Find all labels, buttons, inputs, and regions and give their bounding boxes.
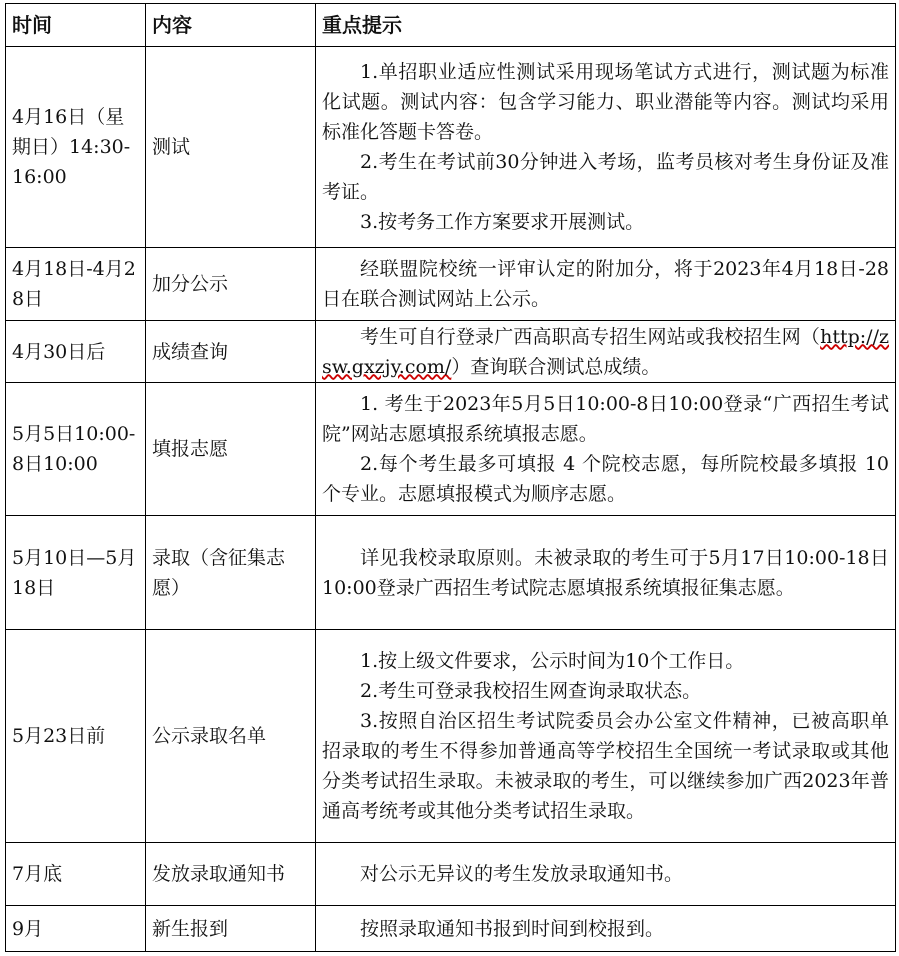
content-cell: 加分公示 [146, 248, 316, 321]
content-cell: 新生报到 [146, 906, 316, 952]
table-row [6, 630, 896, 843]
time-cell: 4月18日-4月28日 [6, 248, 146, 321]
tips-cell [316, 321, 896, 383]
tip-line: 1. 考生于2023年5月5日10:00-8日10:00登录“广西招生考试院”网站志愿填报系统填报志愿。 [322, 393, 889, 445]
table-row [6, 383, 896, 516]
tip-line: 1.单招职业适应性测试采用现场笔试方式进行，测试题为标准化试题。测试内容：包含学习能力、职业潜能等内容。测试均采用标准化答题卡答卷。 [322, 61, 889, 143]
header-row [6, 4, 896, 47]
tip-line: 3.按考务工作方案要求开展测试。 [360, 211, 645, 233]
tips-cell [316, 383, 896, 516]
content-cell: 公示录取名单 [146, 630, 316, 843]
tip-line [322, 322, 889, 382]
tips-cell [316, 248, 896, 321]
time-cell: 4月16日（星期日）14:30-16:00 [6, 47, 146, 248]
header-tips: 重点提示 [316, 4, 896, 47]
school-site-link[interactable]: http://zsw.gxzjy.com/ [322, 325, 889, 378]
tips-cell [316, 47, 896, 248]
time-cell: 5月10日—5月18日 [6, 516, 146, 630]
time-cell: 9月 [6, 906, 146, 952]
content-cell: 成绩查询 [146, 321, 316, 383]
tip-line: 对公示无异议的考生发放录取通知书。 [360, 863, 684, 885]
tip-line: 2.考生可登录我校招生网查询录取状态。 [360, 680, 702, 702]
table-row [6, 906, 896, 952]
schedule-table [5, 3, 896, 952]
time-cell: 7月底 [6, 843, 146, 906]
table-row [6, 843, 896, 906]
tips-cell [316, 630, 896, 843]
content-cell: 测试 [146, 47, 316, 248]
tip-text-post: ）查询联合测试总成绩。 [451, 355, 661, 378]
content-cell: 录取（含征集志愿） [146, 516, 316, 630]
header-content: 内容 [146, 4, 316, 47]
tip-line: 经联盟院校统一评审认定的附加分，将于2023年4月18日-28日在联合测试网站上公示。 [322, 258, 889, 310]
time-cell: 5月5日10:00-8日10:00 [6, 383, 146, 516]
table-row [6, 248, 896, 321]
tip-line: 1.按上级文件要求，公示时间为10个工作日。 [360, 650, 745, 672]
tip-line: 2.每个考生最多可填报 4 个院校志愿，每所院校最多填报 10 个专业。志愿填报模式为顺序志愿。 [322, 453, 889, 505]
tip-line: 详见我校录取原则。未被录取的考生可于5月17日10:00-18日10:00登录广西招生考试院志愿填报系统填报征集志愿。 [322, 546, 889, 599]
table-row [6, 321, 896, 383]
time-cell: 4月30日后 [6, 321, 146, 383]
tips-cell [316, 906, 896, 952]
time-cell: 5月23日前 [6, 630, 146, 843]
header-time: 时间 [6, 4, 146, 47]
table-row [6, 516, 896, 630]
table-row [6, 47, 896, 248]
content-cell: 填报志愿 [146, 383, 316, 516]
content-cell: 发放录取通知书 [146, 843, 316, 906]
tip-line: 3.按照自治区招生考试院委员会办公室文件精神，已被高职单招录取的考生不得参加普通高等学校招生全国统一考试录取或其他分类考试招生录取。未被录取的考生，可以继续参加广西2023年普通高考统考或其他分类考试招生录取。 [322, 710, 889, 822]
tips-cell [316, 843, 896, 906]
tip-text-pre: 考生可自行登录广西高职高专招生网站或我校招生网（ [360, 325, 821, 348]
tips-cell [316, 516, 896, 630]
tip-line: 按照录取通知书报到时间到校报到。 [360, 917, 665, 940]
tip-line: 2.考生在考试前30分钟进入考场，监考员核对考生身份证及准考证。 [322, 151, 889, 203]
